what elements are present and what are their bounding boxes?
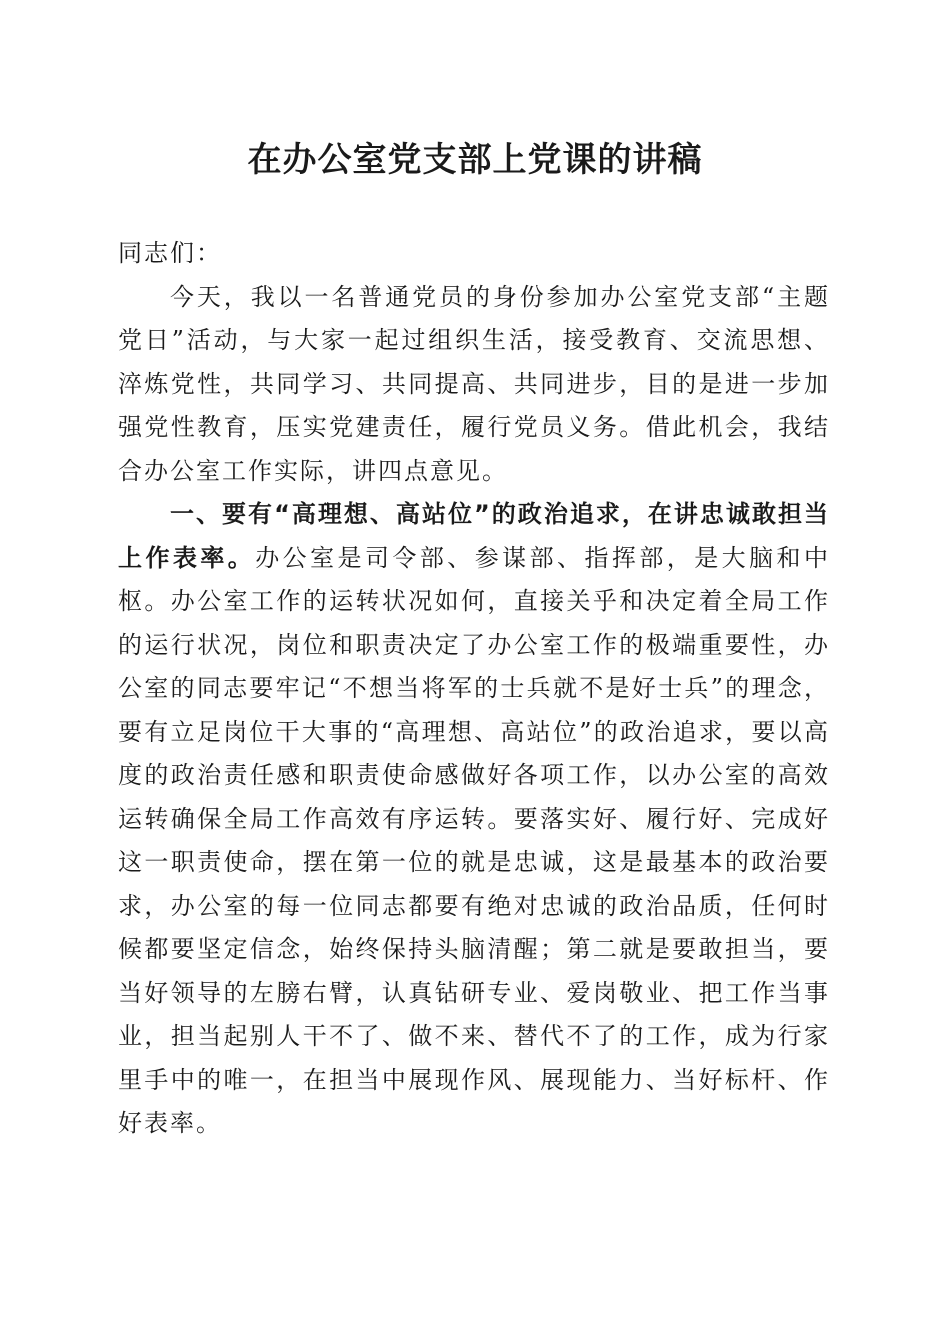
section-1-heading: 一、要有“高理想、高站位”的政治追求，在讲忠诚敢担当上作表率。 bbox=[118, 500, 830, 572]
document-body bbox=[118, 232, 830, 1146]
section-1-body: 办公室是司令部、参谋部、指挥部，是大脑和中枢。办公室工作的运转状况如何，直接关乎和决定着全局工作的运行状况，岗位和职责决定了办公室工作的极端重要性，办公室的同志要牢记“不想当将军的士兵就不是好士兵”的理念，要有立足岗位干大事的“高理想、高站位”的政治追求，要以高度的政治责任感和职责使命感做好各项工作，以办公室的高效运转确保全局工作高效有序运转。要落实好、履行好、完成好这一职责使命，摆在第一位的就是忠诚，这是最基本的政治要求，办公室的每一位同志都要有绝对忠诚的政治品质，任何时候都要坚定信念，始终保持头脑清醒；第二就是要敢担当，要当好领导的左膀右臂，认真钻研专业、爱岗敬业、把工作当事业，担当起别人干不了、做不来、替代不了的工作，成为行家里手中的唯一，在担当中展现作风、展现能力、当好标杆、作好表率。 bbox=[118, 543, 831, 1137]
intro-paragraph: 今天，我以一名普通党员的身份参加办公室党支部“主题党日”活动，与大家一起过组织生活，接受教育、交流思想、淬炼党性，共同学习、共同提高、共同进步，目的是进一步加强党性教育，压实党建责任，履行党员义务。借此机会，我结合办公室工作实际，讲四点意见。 bbox=[118, 282, 830, 485]
section-1-paragraph bbox=[118, 493, 830, 1146]
document-title: 在办公室党支部上党课的讲稿 bbox=[247, 140, 703, 180]
salutation: 同志们： bbox=[118, 239, 222, 267]
